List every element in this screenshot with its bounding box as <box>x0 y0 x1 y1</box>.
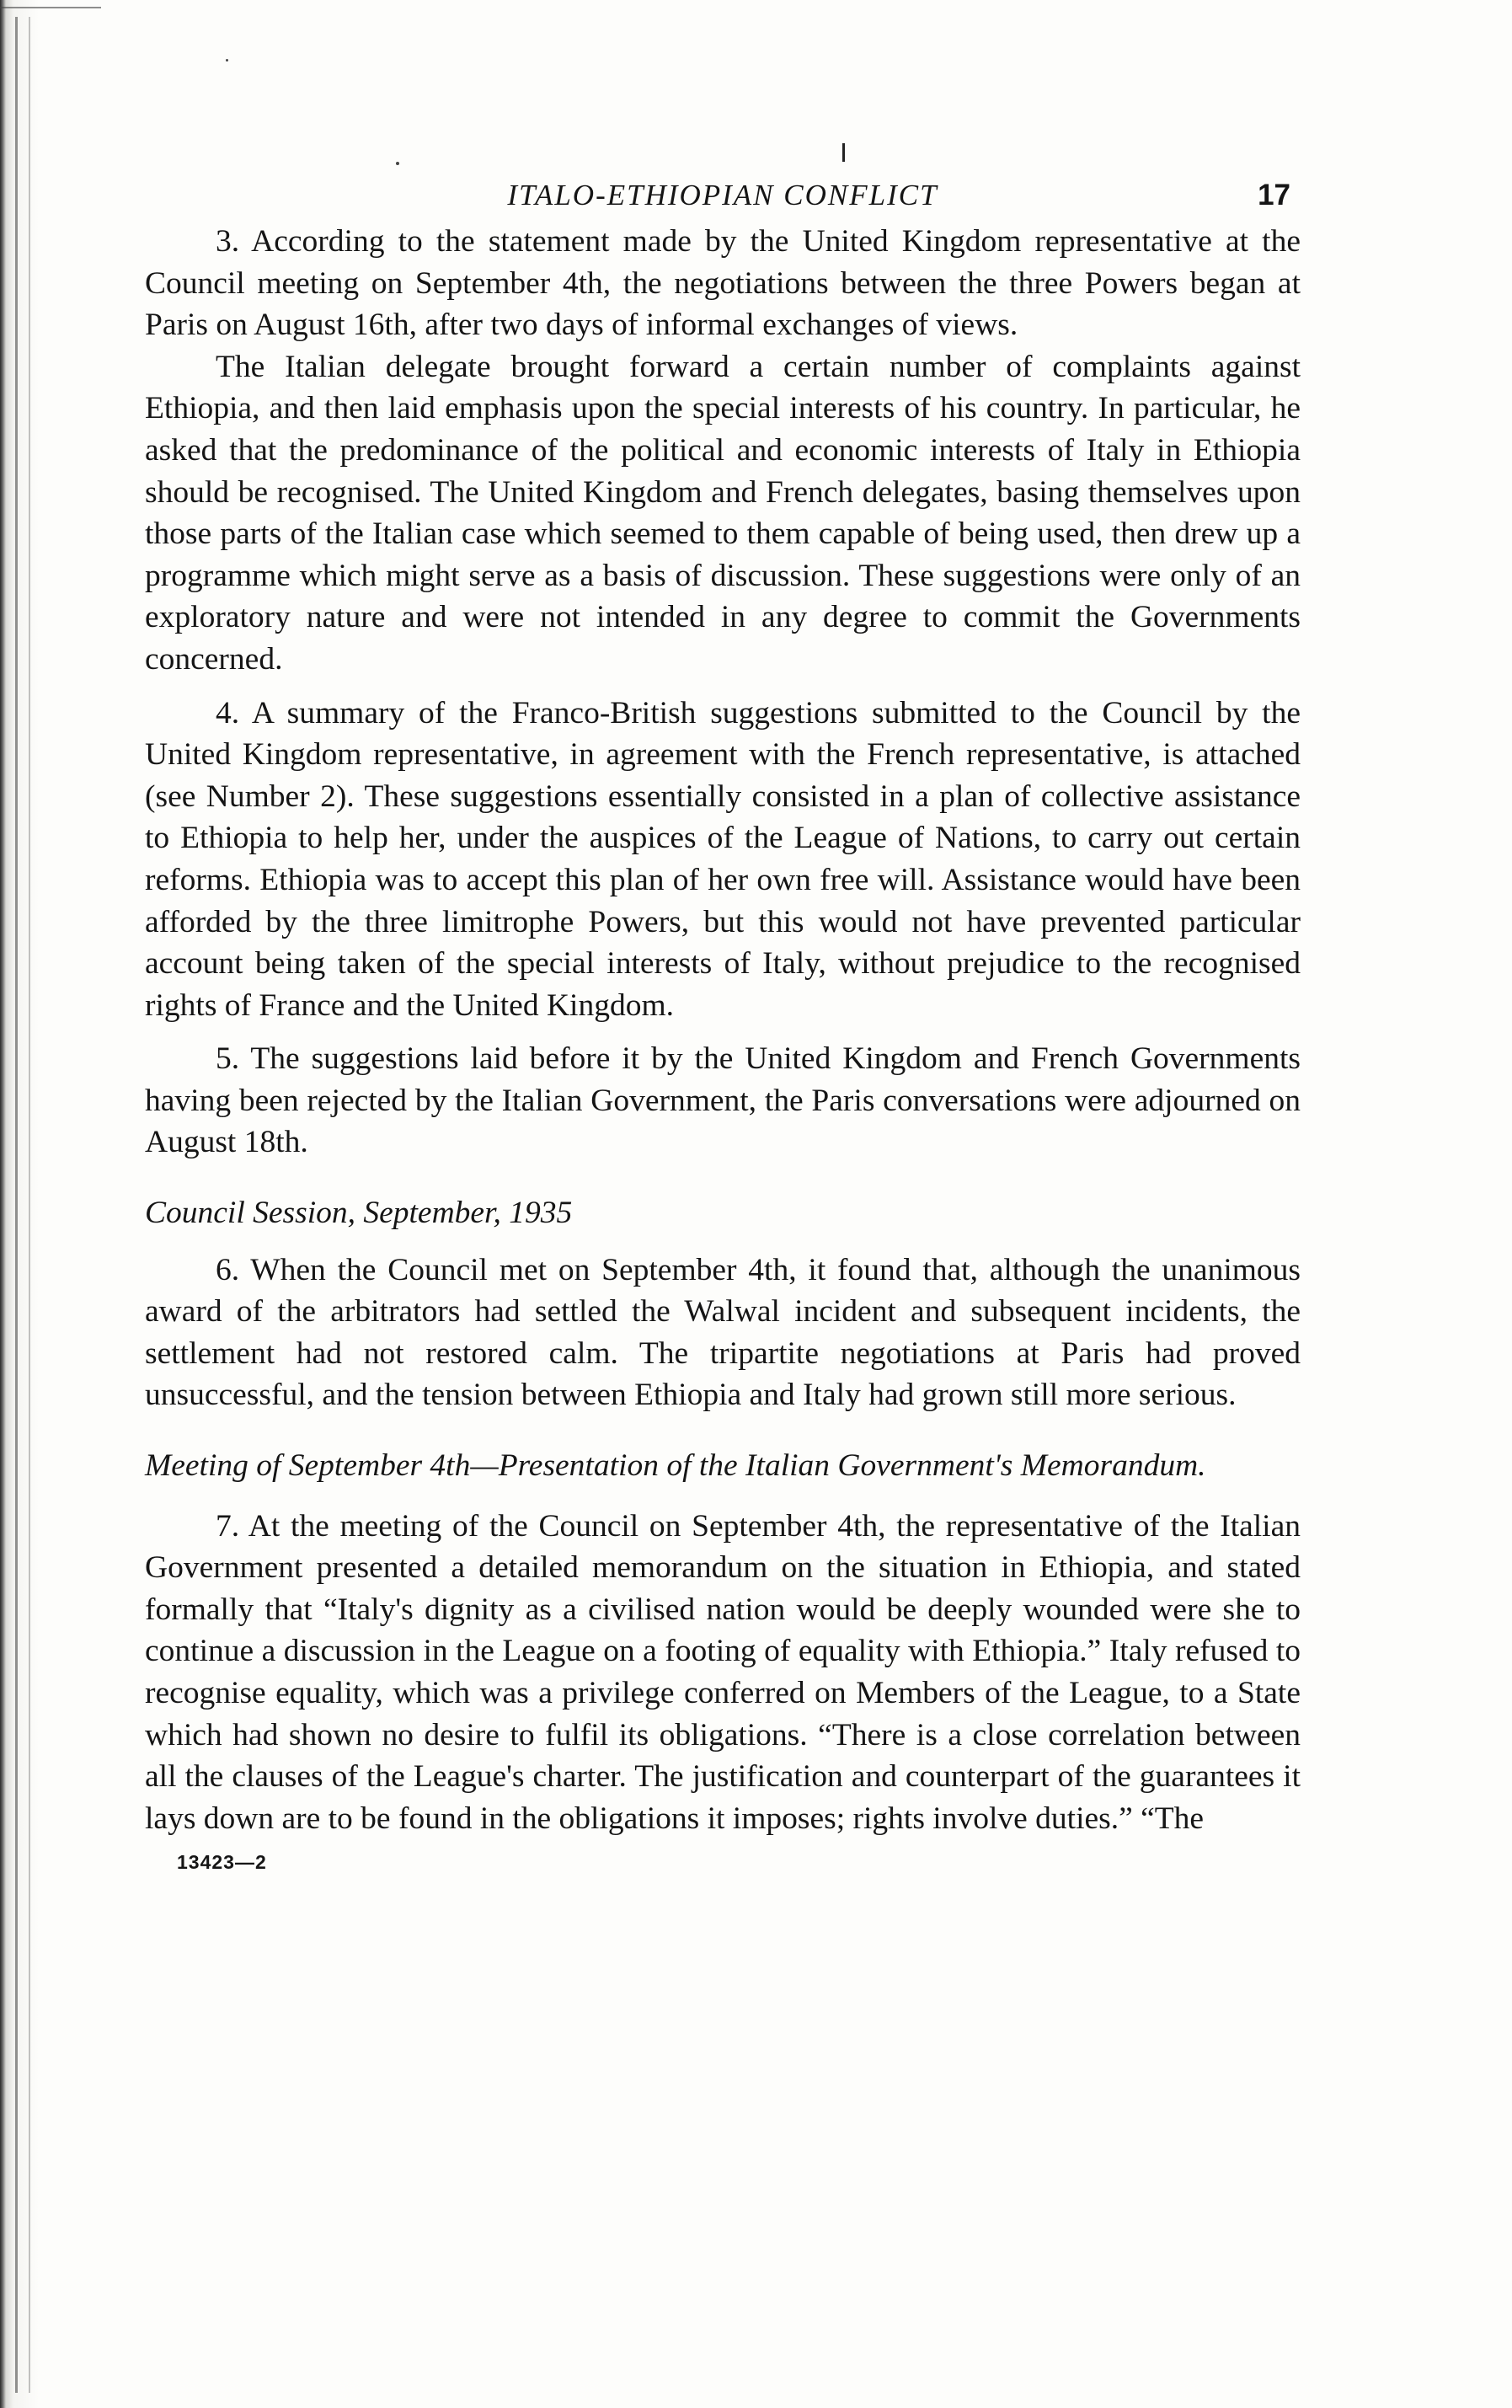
binding-line-secondary <box>29 17 30 2393</box>
scan-tick-mark <box>842 143 845 162</box>
paragraph-3-continued: The Italian delegate brought forward a certain number of complaints against Ethiopia, and then laid emphasis upon the special interests of his country. In particular, he asked that the predominance of the political and economic interests of Italy in Ethiopia should be recognised. The United Kingdom and French delegates, basing themselves upon those parts of the Italian case which seemed to them capable of being used, then drew up a programme which might serve as a basis of discussion. These suggestions were only of an exploratory nature and were not intended in any degree to commit the Governments concerned. <box>145 349 1301 677</box>
sub-heading: Meeting of September 4th—Presentation of the Italian Government's Memorandum. <box>145 1448 1206 1484</box>
paragraph-6: 6. When the Council met on September 4th, it found that, although the unanimous award of the arbitrators had settled the Walwal incident and subsequent incidents, the settlement had not restored calm. The tripartite negotiations at Paris had proved unsuccessful, and the tension between Ethiopia and Italy had grown still more serious. <box>145 1252 1301 1413</box>
scan-top-rule <box>0 7 101 8</box>
section-heading: Council Session, September, 1935 <box>145 1196 573 1231</box>
running-title: ITALO-ETHIOPIAN CONFLICT <box>507 179 938 211</box>
paragraph-7: 7. At the meeting of the Council on September 4th, the representative of the Italian Government presented a detailed memorandum on the situation in Ethiopia, and stated formally that “Italy's dignity as a civilised nation would be deeply wounded were she to continue a discussion in the League on a footing of equality with Ethiopia.” Italy refused to recognise equality, which was a privilege conferred on Members of the League, to a State which had shown no desire to fulfil its obligations. “There is a close correlation between all the clauses of the League's charter. The justification and counterpart of the guarantees it lays down are to be found in the obligations it imposes; rights involve duties.” “The <box>145 1508 1301 1836</box>
binding-edge <box>0 0 39 2408</box>
scan-speck <box>396 162 399 165</box>
page-number: 17 <box>1258 179 1290 211</box>
page-content <box>145 174 1301 1874</box>
paragraph-5: 5. The suggestions laid before it by the United Kingdom and French Governments having been rejected by the Italian Government, the Paris conversations were adjourned on August 18th. <box>145 1041 1301 1160</box>
paragraph-3: 3. According to the statement made by the United Kingdom representative at the Council meeting on September 4th, the negotiations between the three Powers began at Paris on August 16th, after two days of informal exchanges of views. <box>145 224 1301 343</box>
running-head <box>145 174 1301 221</box>
scan-speck <box>226 59 228 62</box>
printer-code: 13423—2 <box>177 1851 267 1874</box>
paragraph-4: 4. A summary of the Franco-British suggestions submitted to the Council by the United Kingdom representative, in agreement with the French representative, is attached (see Number 2). These suggestions essentially consisted in a plan of collective assistance to Ethiopia to help her, under the auspices of the League of Nations, to carry out certain reforms. Ethiopia was to accept this plan of her own free will. Assistance would have been afforded by the three limitrophe Powers, but this would not have prevented particular account being taken of the special interests of Italy, without prejudice to the recognised rights of France and the United Kingdom. <box>145 695 1301 1023</box>
binding-line <box>15 17 18 2393</box>
